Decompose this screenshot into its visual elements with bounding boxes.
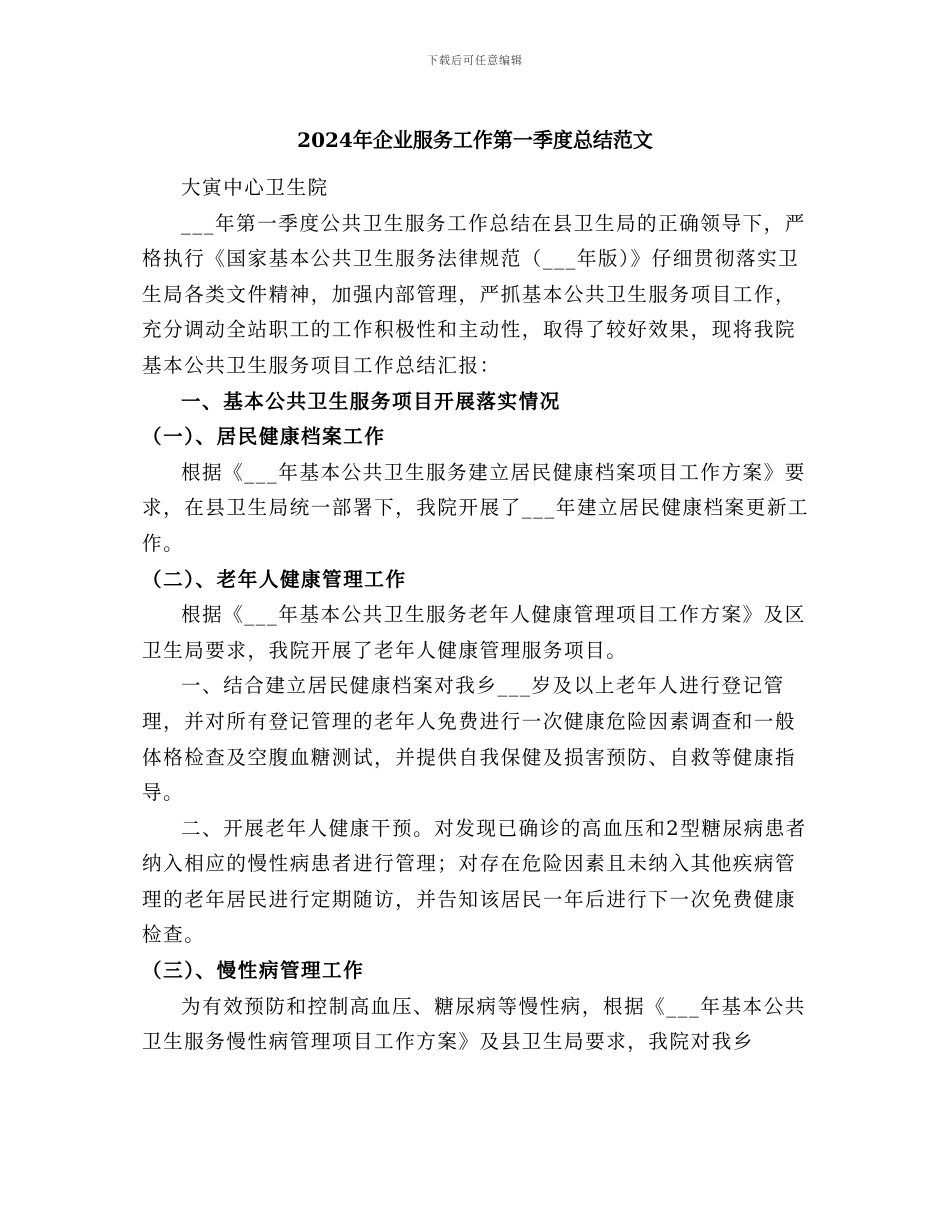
page-header-note: 下载后可任意编辑 — [427, 54, 523, 67]
body-paragraph-2: 根据《___年基本公共卫生服务老年人健康管理项目工作方案》及区卫生局要求，我院开展了老年人健康管理服务项目。 — [142, 603, 806, 662]
subsection-heading-2: （二）、老年人健康管理工作 — [142, 567, 407, 591]
subsection-heading-1: （一）、居民健康档案工作 — [142, 425, 386, 449]
organization-name: 大寅中心卫生院 — [181, 176, 329, 199]
document-body — [142, 170, 810, 1060]
subsection-heading-3: （三）、慢性病管理工作 — [142, 959, 365, 983]
intro-paragraph: ___年第一季度公共卫生服务工作总结在县卫生局的正确领导下，严格执行《国家基本公共卫生服务法律规范（___年版）》仔细贯彻落实卫生局各类文件精神，加强内部管理，严抓基本公共卫生服务项目工作，充分调动全站职工的工作积极性和主动性，取得了较好效果，现将我院基本公共卫生服务项目工作总结汇报： — [142, 211, 806, 377]
body-paragraph-4: 二、开展老年人健康干预。对发现已确诊的高血压和2型糖尿病患者纳入相应的慢性病患者进行管理；对存在危险因素且未纳入其他疾病管理的老年居民进行定期随访，并告知该居民一年后进行下一次免费健康检查。 — [142, 816, 807, 947]
body-paragraph-3: 一、结合建立居民健康档案对我乡___岁及以上老年人进行登记管理，并对所有登记管理的老年人免费进行一次健康危险因素调查和一般体格检查及空腹血糖测试，并提供自我保健及损害预防、自救等健康指导。 — [142, 674, 797, 805]
section-heading-1: 一、基本公共卫生服务项目开展落实情况 — [181, 389, 561, 413]
document-title: 2024年企业服务工作第一季度总结范文 — [297, 128, 653, 152]
body-paragraph-5: 为有效预防和控制高血压、糖尿病等慢性病，根据《___年基本公共卫生服务慢性病管理项目工作方案》及县卫生局要求，我院对我乡 — [142, 994, 806, 1054]
body-paragraph-1: 根据《___年基本公共卫生服务建立居民健康档案项目工作方案》要求，在县卫生局统一部署下，我院开展了___年建立居民健康档案更新工作。 — [142, 460, 810, 555]
